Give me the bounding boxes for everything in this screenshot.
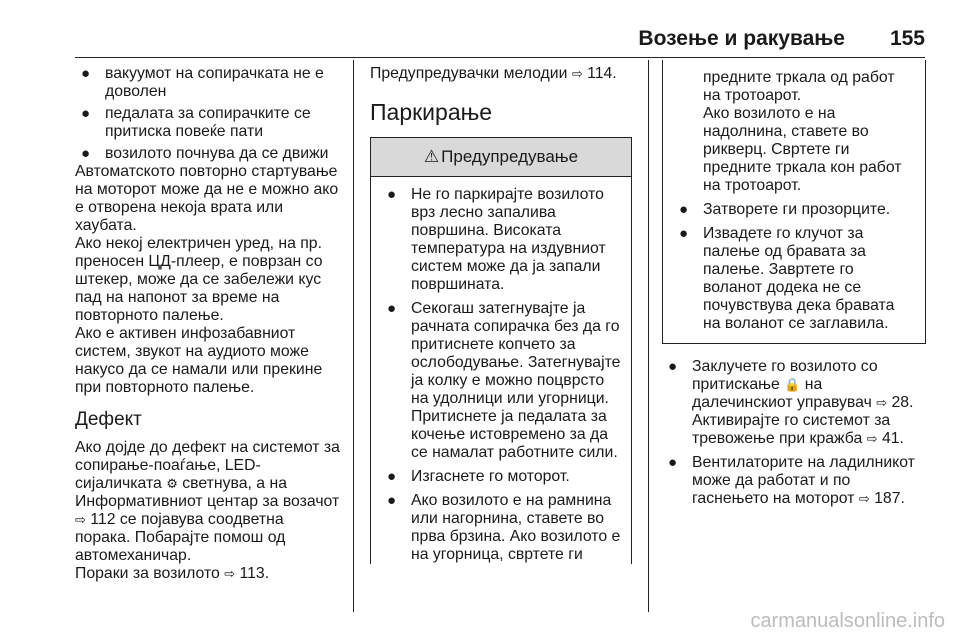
bullet-icon: ●: [668, 454, 678, 471]
page-reference: 187.: [874, 490, 905, 507]
paragraph: Ако дојде до дефект на системот за сопирање-поаѓање, LED-сијаличката ⚙ светнува, а на Информативниот центар за возачот ⇨ 112 се појавува соодветна порака. Побарајте помош од автомеханичар.: [75, 439, 340, 564]
warning-box-continued: [662, 60, 926, 344]
column-3: [662, 60, 926, 508]
page-reference-arrow-icon: ⇨: [876, 395, 888, 410]
page-reference: 113.: [239, 565, 270, 582]
paragraph: Ако е активен инфозабавниот систем, звукот на аудиото може накусо да се намали или прекине при повторното палење.: [75, 325, 323, 396]
parking-steps-list: [662, 358, 926, 508]
paragraph: Ако возилото е на надолнина, ставете во рикверц. Свртете ги предните тркала кон работ на тротоарот.: [703, 105, 902, 194]
warning-list: [381, 186, 621, 564]
page-reference-arrow-icon: ⇨: [866, 431, 878, 446]
paragraph: Пораки за возилото ⇨ 113.: [75, 565, 270, 582]
list-item: ● Не го паркирајте возилото врз лесно запалива површина. Високата температура на издувниот систем може да ја запали површината.: [387, 186, 606, 293]
header-rule: [75, 57, 925, 58]
list-item: ● вакуумот на сопирачката не е доволен: [81, 65, 324, 100]
page-reference: 112: [90, 511, 116, 528]
column-1: [75, 65, 343, 583]
page-reference-arrow-icon: ⇨: [571, 66, 583, 81]
warning-title: Предупредување: [441, 147, 579, 166]
paragraph: Активирајте го системот за тревожење при кражба ⇨ 41.: [692, 412, 904, 447]
list-item: ● Секогаш затегнувајте ја рачната сопирачка без да го притиснете копчето за ослободување. Затегнувајте ја колку е можно поцврсто на удолници или угорници. Притиснете ја педалата за кочење истовремено за да се намалат работните сили.: [387, 300, 621, 461]
list-item: ● возилото почнува да се движи: [81, 145, 329, 162]
lock-icon: 🔒: [784, 377, 801, 392]
page-reference: 41.: [881, 430, 904, 447]
page-reference-arrow-icon: ⇨: [75, 512, 86, 527]
column-divider-1: [353, 60, 354, 612]
page-reference-arrow-icon: ⇨: [858, 491, 870, 506]
page-reference-arrow-icon: ⇨: [224, 566, 236, 581]
header-title: Возење и ракување: [638, 27, 845, 50]
list-item: ● Ако возилото е на рамнина или нагорнина, ставете во прва брзина. Ако возилото е на угорница, свртете ги: [387, 492, 621, 563]
list-item: ● педалата за сопирачките се притиска повеќе пати: [81, 105, 311, 140]
column-2: [370, 65, 632, 564]
list-item: ● Вентилаторите на ладилникот може да работат и по гаснењето на моторот ⇨ 187.: [668, 454, 915, 507]
page-number: 155: [889, 27, 925, 50]
bullet-icon: ●: [679, 225, 689, 242]
condition-list: [75, 65, 343, 163]
bullet-icon: ●: [81, 145, 91, 162]
section-heading-fault: Дефект: [75, 409, 142, 430]
page-reference: 114.: [587, 65, 617, 82]
bullet-icon: ●: [387, 468, 397, 485]
column-divider-2: [648, 60, 649, 612]
list-item: ● Затворете ги прозорците.: [679, 201, 891, 218]
bullet-icon: ●: [387, 300, 397, 317]
bullet-icon: ●: [81, 105, 91, 122]
paragraph: предните тркала од работ на тротоарот.: [703, 69, 895, 104]
bullet-icon: ●: [81, 65, 91, 82]
section-heading-parking: Паркирање: [370, 99, 493, 125]
paragraph: Ако некој електричен уред, на пр. преносен ЦД-плеер, е поврзан со штекер, може да се забележи кус пад на напонот за време на повторното палење.: [75, 235, 323, 324]
list-item: ● Изгаснете го моторот.: [387, 468, 570, 485]
warning-icon: ⚠: [423, 147, 440, 166]
list-item: ● Заклучете го возилото со притискање 🔒 на далечинскиот управувач ⇨ 28. Активирајте го системот за тревожење при кражба ⇨ 41.: [662, 358, 926, 448]
paragraph: Предупредувачки мелодии ⇨ 114.: [370, 65, 617, 82]
bullet-icon: ●: [668, 358, 678, 375]
bullet-icon: ●: [387, 492, 397, 509]
warning-list-continued: [673, 201, 915, 333]
paragraph: Автоматското повторно стартување на моторот може да не е можно ако е отворена некоја врата или хаубата.: [75, 163, 339, 234]
engine-warning-icon: ⚙: [166, 476, 178, 491]
list-item: ● Извадете го клучот за палење од бравата за палење. Завртете го воланот додека не се почувствува дека бравата на воланот се заглавила.: [679, 225, 895, 332]
page-reference: 28.: [891, 394, 914, 411]
bullet-icon: ●: [679, 201, 689, 218]
bullet-icon: ●: [387, 186, 397, 203]
watermark: carmanualsonline.info: [750, 610, 945, 632]
warning-header: [371, 138, 631, 177]
warning-box: [370, 137, 632, 564]
